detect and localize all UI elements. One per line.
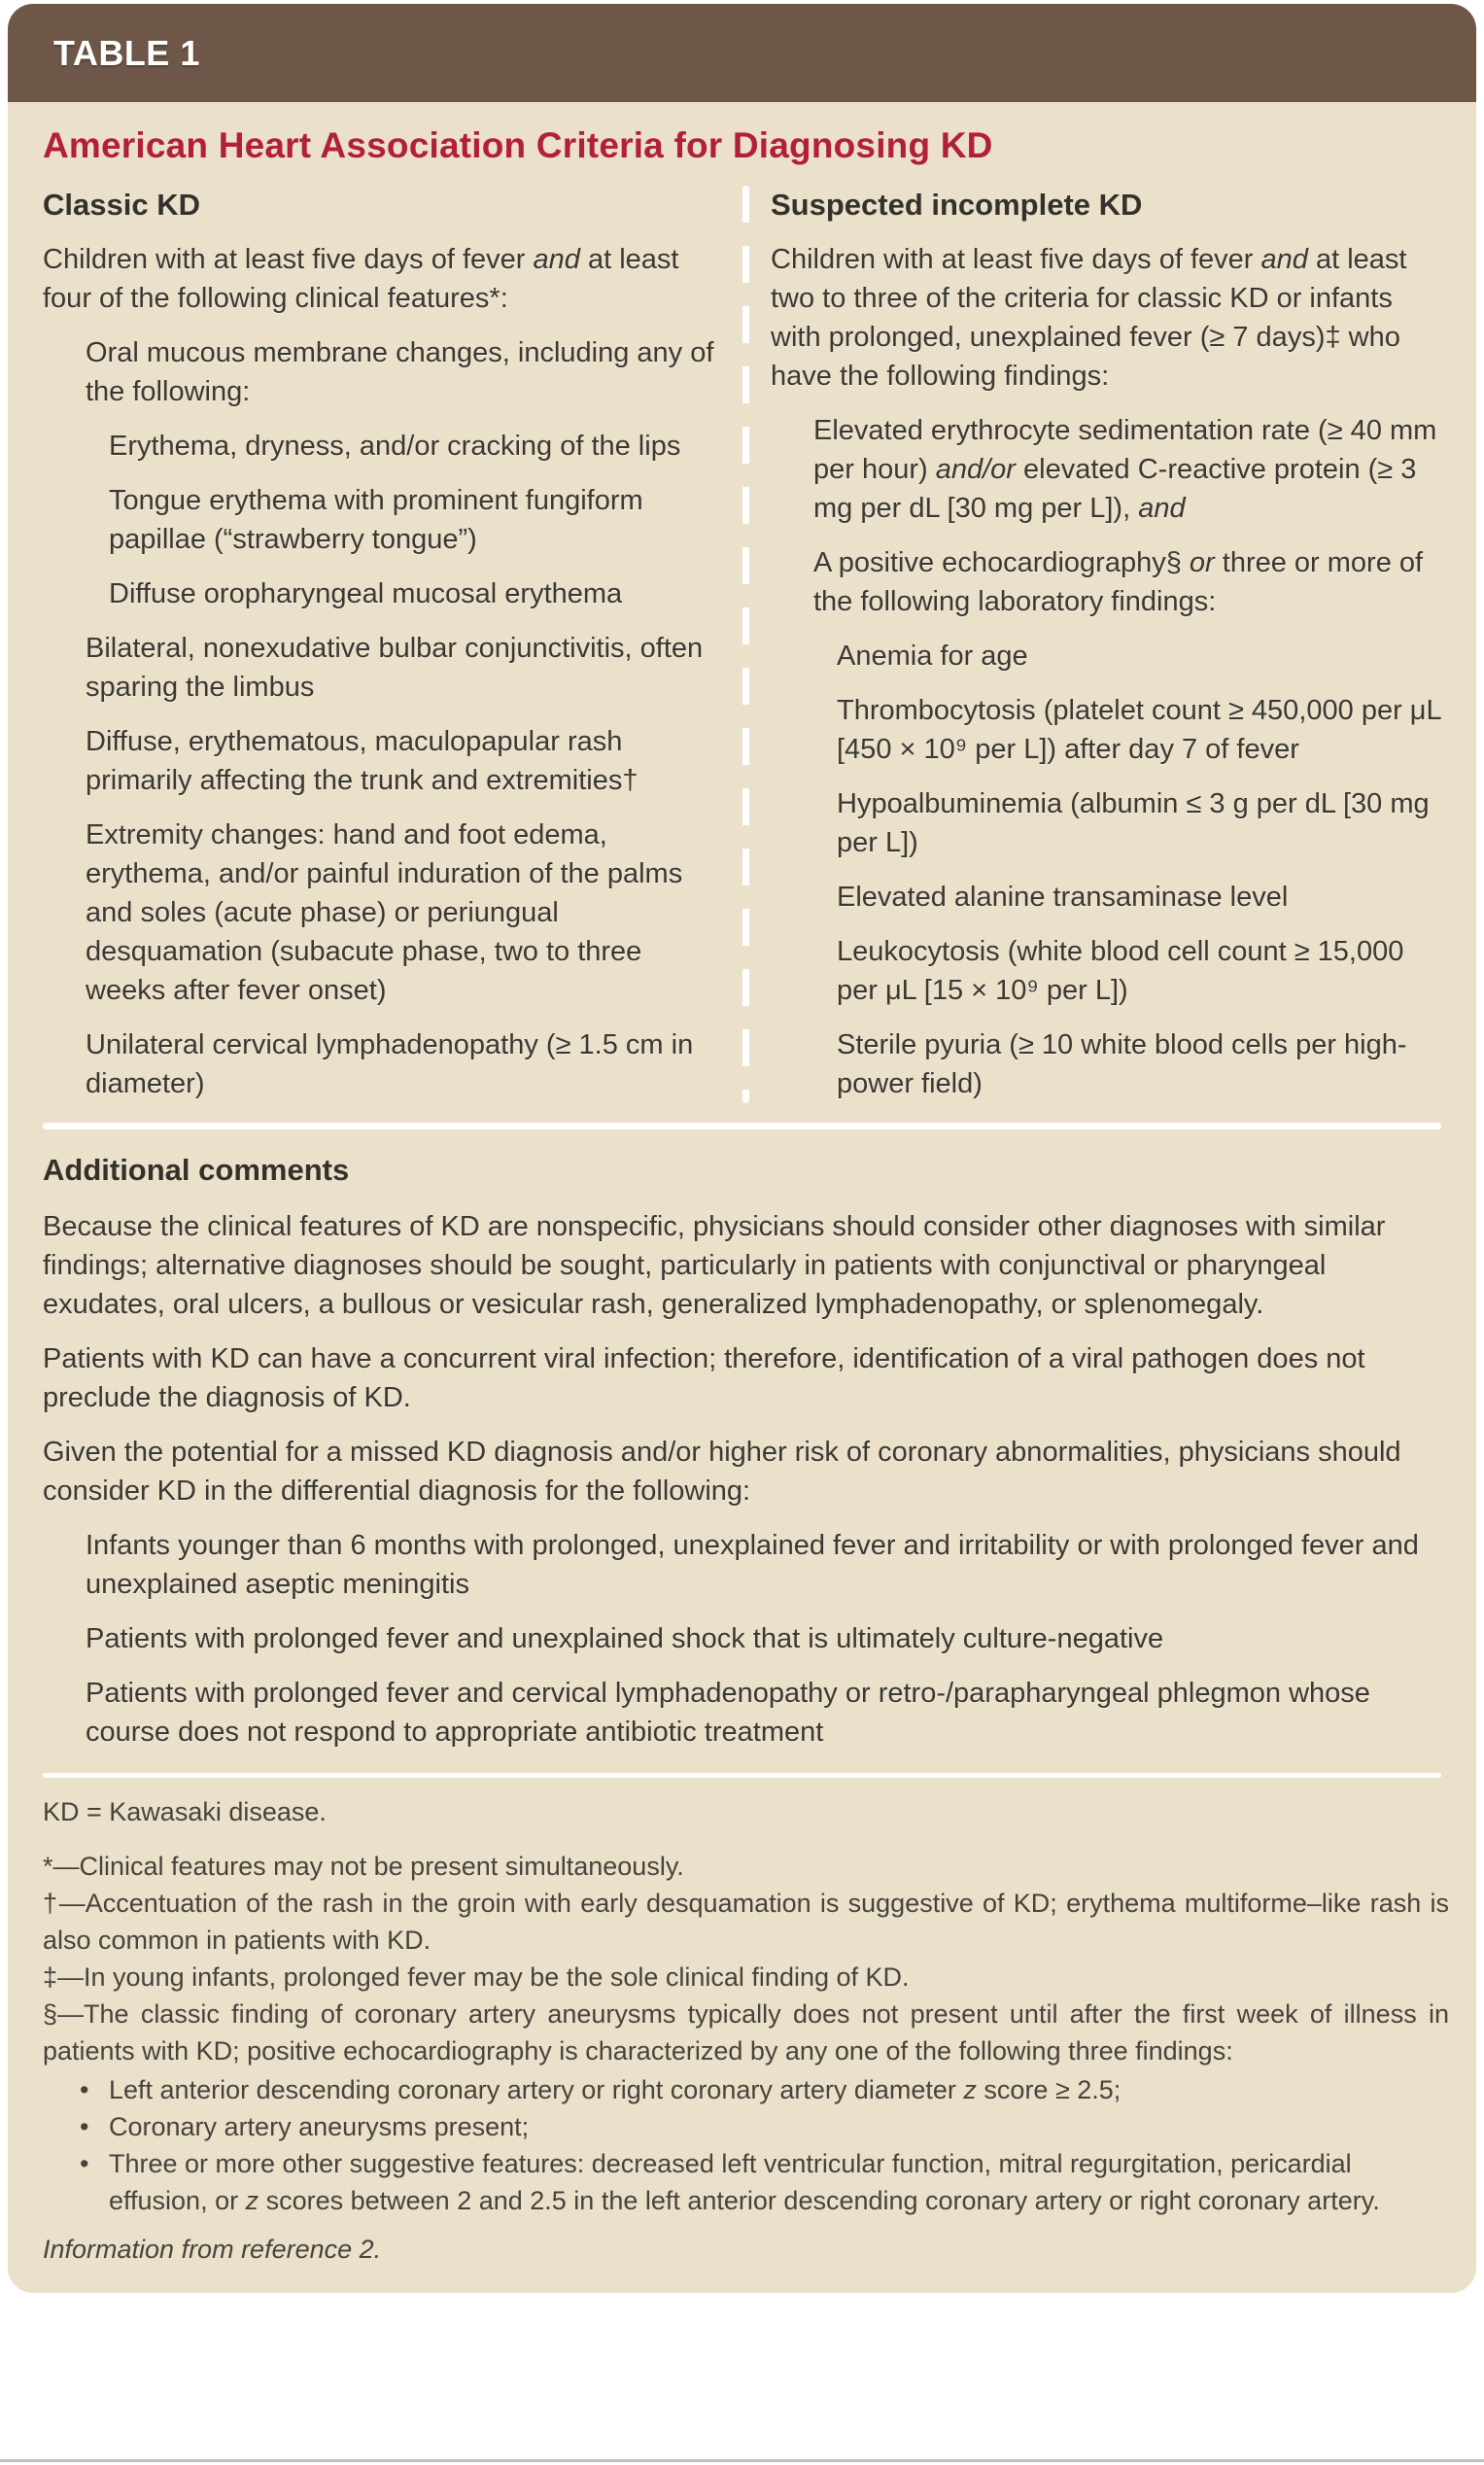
criteria-item: Unilateral cervical lymphadenopathy (≥ 1.5 cm in diameter) <box>86 1029 694 1099</box>
incomplete-kd-items <box>771 240 1449 1103</box>
abbreviation-note: KD = Kawasaki disease. <box>43 1797 327 1826</box>
criteria-item: Children with at least five days of fever and at least two to three of the criteria for classic KD or infants with prolonged, unexplained fever (≥ 7 days)‡ who have the following findings: <box>771 244 1407 392</box>
footnotes-section <box>35 1793 1449 2268</box>
criteria-item: Given the potential for a missed KD diagnosis and/or higher risk of coronary abnormalities, physicians should consider KD in the differential diagnosis for the following: <box>43 1437 1401 1507</box>
criteria-item: A positive echocardiography§ or three or more of the following laboratory findings: <box>813 547 1424 617</box>
table-body <box>8 102 1476 2268</box>
footnote-list <box>43 1848 1449 2069</box>
additional-comments-section <box>35 1151 1449 1752</box>
footnote: *—Clinical features may not be present simultaneously. <box>43 1852 684 1881</box>
criteria-item: Infants younger than 6 months with prolonged, unexplained fever and irritability or with prolonged fever and unexplained aseptic meningitis <box>86 1530 1419 1600</box>
additional-comments-paragraphs <box>43 1207 1449 1752</box>
criteria-item: Patients with KD can have a concurrent viral infection; therefore, identification of a viral pathogen does not preclude the diagnosis of KD. <box>43 1343 1365 1413</box>
bullet-marker: • <box>80 2149 89 2178</box>
section-divider <box>43 1123 1441 1129</box>
classic-kd-column <box>35 186 742 1103</box>
footnote-bullet: • Three or more other suggestive features: decreased left ventricular function, mitral regurgitation, pericardial effusion, or z scores between 2 and 2.5 in the left anterior descending coronary artery or right coronary artery. <box>43 2145 1449 2219</box>
criteria-item: Thrombocytosis (platelet count ≥ 450,000 per μL [450 × 10⁹ per L]) after day 7 of fever <box>837 695 1441 765</box>
incomplete-kd-column <box>749 186 1449 1103</box>
criteria-item: Bilateral, nonexudative bulbar conjunctivitis, often sparing the limbus <box>86 633 704 703</box>
footnote-bullet: • Coronary artery aneurysms present; <box>43 2108 1449 2145</box>
table-header-bar <box>8 4 1476 102</box>
footnote-bullet: • Left anterior descending coronary artery or right coronary artery diameter z score ≥ 2.5; <box>43 2071 1449 2108</box>
source-note: Information from reference 2. <box>43 2235 382 2264</box>
footnote-divider <box>43 1773 1441 1778</box>
criteria-item: Children with at least five days of fever and at least four of the following clinical features*: <box>43 244 679 314</box>
criteria-item: Patients with prolonged fever and unexplained shock that is ultimately culture-negative <box>86 1623 1164 1654</box>
footnote: †—Accentuation of the rash in the groin with early desquamation is suggestive of KD; erythema multiforme–like rash is also common in patients with KD. <box>43 1889 1449 1955</box>
criteria-columns <box>35 186 1449 1103</box>
criteria-item: Elevated alanine transaminase level <box>837 882 1289 913</box>
incomplete-kd-heading: Suspected incomplete KD <box>771 188 1143 222</box>
criteria-item: Elevated erythrocyte sedimentation rate (≥ 40 mm per hour) and/or elevated C-reactive protein (≥ 3 mg per dL [30 mg per L]), and <box>813 415 1437 524</box>
bullet-marker: • <box>80 2075 89 2104</box>
footnote-bullet-list <box>43 2071 1449 2219</box>
bottom-rule <box>0 2459 1484 2462</box>
column-divider-dashed <box>742 186 749 1103</box>
additional-comments-heading: Additional comments <box>43 1153 350 1187</box>
criteria-item: Leukocytosis (white blood cell count ≥ 15,000 per μL [15 × 10⁹ per L]) <box>837 936 1404 1006</box>
criteria-item: Diffuse, erythematous, maculopapular rash primarily affecting the trunk and extremities† <box>86 726 638 796</box>
criteria-item: Anemia for age <box>837 641 1028 672</box>
criteria-item: Tongue erythema with prominent fungiform papillae (“strawberry tongue”) <box>109 485 643 555</box>
criteria-item: Sterile pyuria (≥ 10 white blood cells per high-power field) <box>837 1029 1407 1099</box>
criteria-item: Diffuse oropharyngeal mucosal erythema <box>109 578 623 609</box>
criteria-item: Oral mucous membrane changes, including any of the following: <box>86 337 714 407</box>
table-card <box>8 4 1476 2293</box>
criteria-item: Because the clinical features of KD are nonspecific, physicians should consider other diagnoses with similar findings; alternative diagnoses should be sought, particularly in patients with conjunctival or pharyngeal exudates, oral ulcers, a bullous or vesicular rash, generalized lymphadenopathy, or splenomegaly. <box>43 1211 1386 1320</box>
bullet-marker: • <box>80 2112 89 2141</box>
table-label: TABLE 1 <box>53 32 200 73</box>
criteria-item: Patients with prolonged fever and cervical lymphadenopathy or retro-/parapharyngeal phlegmon whose course does not respond to appropriate antibiotic treatment <box>86 1678 1370 1748</box>
classic-kd-items <box>43 240 721 1103</box>
criteria-item: Hypoalbuminemia (albumin ≤ 3 g per dL [30 mg per L]) <box>837 788 1430 858</box>
footnote: §—The classic finding of coronary artery aneurysms typically does not present until after the first week of illness in patients with KD; positive echocardiography is characterized by any one of the following three findings: <box>43 1999 1449 2066</box>
footnote: ‡—In young infants, prolonged fever may be the sole clinical finding of KD. <box>43 1962 910 1992</box>
criteria-item: Erythema, dryness, and/or cracking of the lips <box>109 431 681 462</box>
criteria-item: Extremity changes: hand and foot edema, erythema, and/or painful induration of the palms and soles (acute phase) or periungual desquamation (subacute phase, two to three weeks after fever onset) <box>86 819 683 1006</box>
table-title: American Heart Association Criteria for Diagnosing KD <box>43 125 993 165</box>
classic-kd-heading: Classic KD <box>43 188 200 222</box>
